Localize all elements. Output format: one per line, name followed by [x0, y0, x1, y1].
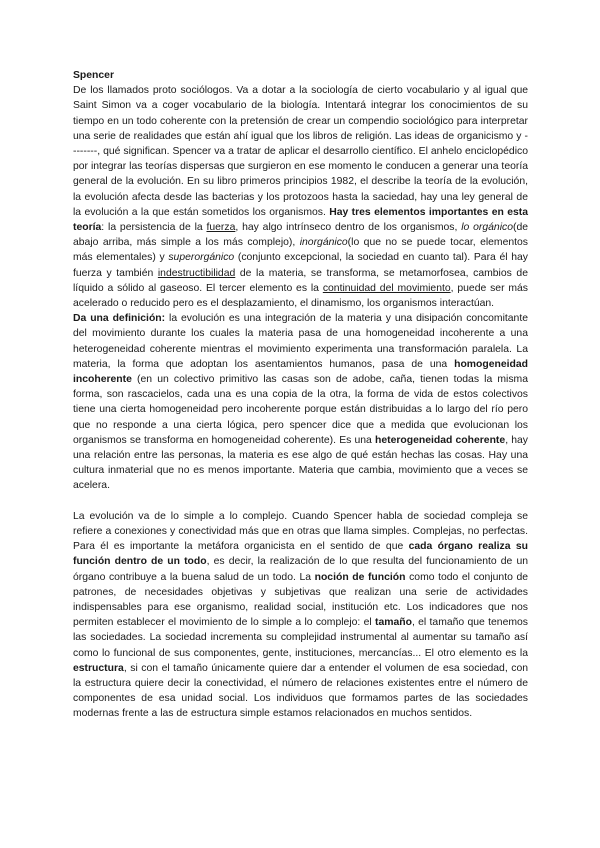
paragraph-gap — [73, 494, 528, 509]
text-run: : la persistencia de la — [101, 222, 207, 234]
text-run: De los llamados proto sociólogos. Va a dotar a la sociología de cierto vocabulario y al igual que Saint Simon va a coger vocabulario de la biología. Intentará integrar los conocimientos de su tiempo en un todo coherente con la pretensión de crear un compendio sociológico para interpretar una serie de realidades que están ahí igual que los libros de religión. Las ideas de organicismo y --------, qué significan. Spencer va a tratar de aplicar el desarrollo científico. El anhelo enciclopédico por integrar las teorías dispersas que surgieron en ese momento le conducen a generar una teoría general de la evolución. En su libro primeros principios 1982, el describe la teoría de la evolución, la evolución afecta desde las bacterias y los protozoos hasta la saciedad, hay una ley general de la evolución a la que están sometidos los organismos. — [73, 85, 528, 218]
text-run: como todo el conjunto de patrones, de necesidades objetivas y subjetivas que realizan una serie de actividades indispensables para ese organismo, realidad social, institución etc. Los indicadores que nos permiten establecer el movimiento de lo simple a lo complejo: el — [73, 571, 529, 629]
text-run: La evolución va de lo simple a lo complejo. Cuando Spencer habla de sociedad compleja se refiere a conexiones y conectividad más que en otras que llama simples. Complejas, no perfectas. Para él es importante la metáfora organicista en el sentido de que — [73, 510, 528, 553]
bold-text: noción de función — [314, 571, 406, 583]
text-run: de la materia, se transforma, se metamorfosea, cambios de líquido a sólido al gaseoso. El tercer elemento es la — [73, 267, 528, 294]
bold-text: cada órgano realiza su función dentro de un todo — [73, 541, 528, 568]
paragraph-definition — [73, 311, 528, 493]
text-run: , puede ser más acelerado o reducido pero es el desplazamiento, el dinamismo, los organismos interactúan. — [73, 282, 529, 310]
bold-text: tamaño — [375, 617, 412, 629]
text-run: la evolución es una integración de la materia y una disipación concomitante del movimiento durante los cuales la materia pasa de una homogeneidad incoherente a una heterogeneidad coherente mientras el movimiento experimenta una transformación paralela. La materia, la forma que adoptan los asentamientos humanos, pasa de una — [73, 313, 528, 370]
text-run: , si con el tamaño únicamente quiere dar a entender el volumen de esa sociedad, con la estructura quiere decir la conectividad, el número de relaciones existentes entre el número de componentes de esa unidad social. Los individuos que formamos partes de las sociedades modernas frente a las de estructura simple estamos relacionados en muchos sentidos. — [73, 662, 528, 720]
underlined-text: continuidad del movimiento — [322, 282, 451, 294]
italic-text: inorgánico — [299, 237, 348, 249]
text-run: (en un colectivo primitivo las casas son de adobe, caña, tienen todas la misma forma, son rascacielos, cada una es una copia de la otra, la forma de vida de estos colectivos tiene una cierta homogeneidad pero incoherente porque están distribuidas a lo largo del río pero que no responde a una cierta lógica, pero spencer dice que a medida que evolucionan los organismos se transforma en homogeneidad coherente). Es una — [73, 374, 528, 446]
underlined-text: indestructibilidad — [157, 267, 236, 279]
bold-text: Da una definición: — [73, 313, 166, 325]
paragraph-intro — [73, 83, 528, 311]
text-run: (de abajo arriba, más simple a los más complejo), — [73, 222, 529, 249]
text-run: , es decir, la realización de lo que resulta del funcionamiento de un órgano contribuye a la buena salud de un todo. La — [73, 556, 528, 583]
document-heading: Spencer — [73, 70, 115, 81]
text-run: (conjunto excepcional, la sociedad en cuanto tal). Para él hay fuerza y también — [73, 252, 528, 279]
text-run: , el tamaño que tenemos las sociedades. La sociedad incrementa su complejidad instrumental al aumentar su tamaño así como lo funcional de sus componentes, gente, instituciones, mercancías... El otro elemento es la — [73, 617, 528, 659]
bold-text: heterogeneidad coherente — [374, 434, 506, 446]
text-run: , hay algo intrínseco dentro de los organismos, — [235, 222, 462, 234]
bold-text: estructura — [73, 662, 124, 674]
text-run: , hay una relación entre las personas, la materia es ese algo de qué están hechas las cosas. Hay una cultura inmaterial que no es menos importante. Materia que cambia, movimiento que a veces se acelera. — [73, 434, 528, 492]
italic-text: lo orgánico — [461, 222, 513, 234]
bold-text: Hay tres elementos importantes en esta teoría — [73, 206, 528, 234]
text-run: (lo que no se puede tocar, elementos más elementales) y — [73, 237, 529, 264]
paragraph-complexity — [73, 509, 528, 722]
italic-text: superorgánico — [168, 252, 235, 264]
bold-text: homogeneidad incoherente — [73, 358, 528, 386]
underlined-text: fuerza — [206, 222, 236, 234]
